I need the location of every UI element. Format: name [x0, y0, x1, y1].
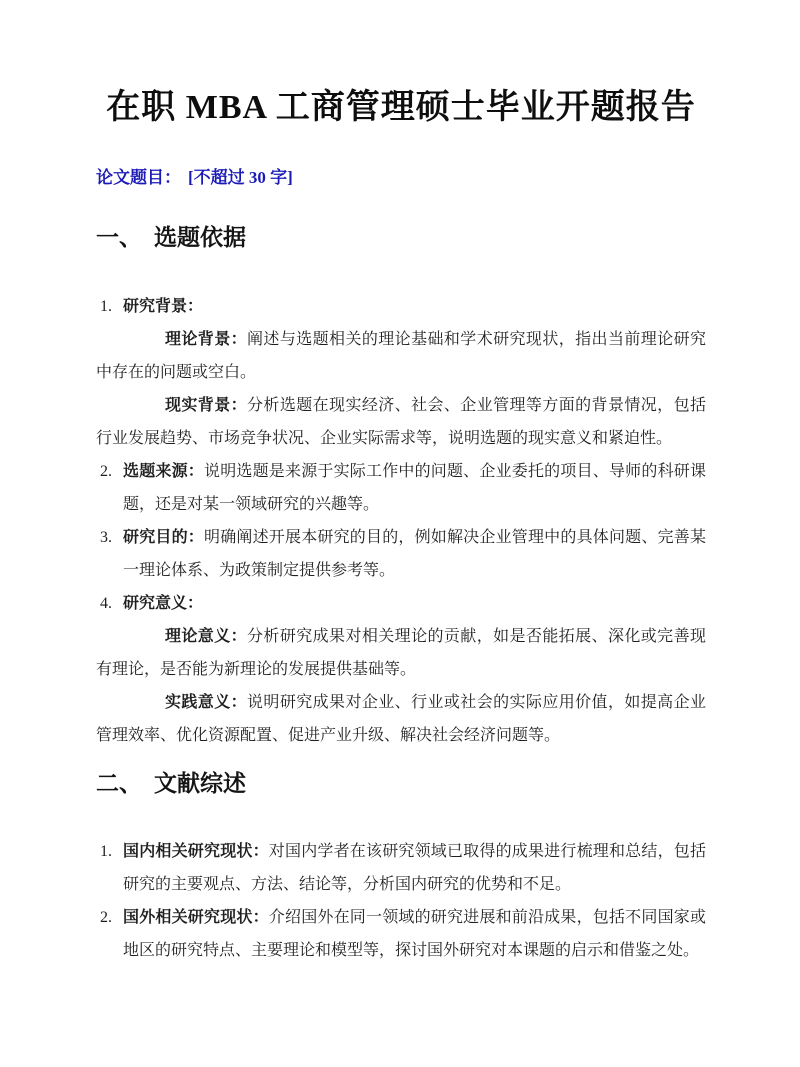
sub-paragraph-label: 理论意义：: [165, 628, 248, 645]
list-item: [96, 521, 706, 587]
section-title: 选题依据: [154, 225, 246, 250]
sub-paragraph-text: 说明研究成果对企业、行业或社会的实际应用价值，如提高企业管理效率、优化资源配置、促进产业升级、解决社会经济问题等。: [96, 694, 706, 744]
section-heading-2: [96, 768, 706, 799]
list-item-number: 3.: [100, 529, 112, 546]
list-item: [96, 835, 706, 901]
section-number: 二、: [96, 771, 142, 796]
sub-paragraph: [96, 323, 706, 389]
sub-paragraph: [96, 620, 706, 686]
sub-paragraph: [96, 686, 706, 752]
list-item-text: 对国内学者在该研究领域已取得的成果进行梳理和总结，包括研究的主要观点、方法、结论等，分析国内研究的优势和不足。: [123, 843, 706, 893]
thesis-title-label: 论文题目：: [96, 168, 181, 187]
list-item-label: 国外相关研究现状：: [123, 909, 269, 926]
list-item-number: 2.: [100, 463, 112, 480]
list-item-label: 选题来源：: [123, 463, 204, 480]
sub-paragraph-label: 实践意义：: [165, 694, 248, 711]
section-1-body: [96, 290, 706, 752]
thesis-title-line: [96, 165, 706, 191]
list-item-text: 介绍国外在同一领域的研究进展和前沿成果，包括不同国家或地区的研究特点、主要理论和模型等，探讨国外研究对本课题的启示和借鉴之处。: [123, 909, 706, 959]
thesis-title-placeholder: [不超过 30 字]: [188, 168, 293, 187]
document-title: 在职 MBA 工商管理硕士毕业开题报告: [106, 89, 696, 126]
list-item-label: 研究背景：: [123, 298, 204, 315]
list-item-text: 明确阐述开展本研究的目的，例如解决企业管理中的具体问题、完善某一理论体系、为政策制定提供参考等。: [123, 529, 706, 579]
sub-paragraph-text: 阐述与选题相关的理论基础和学术研究现状，指出当前理论研究中存在的问题或空白。: [96, 331, 706, 381]
sub-paragraph-text: 分析研究成果对相关理论的贡献，如是否能拓展、深化或完善现有理论，是否能为新理论的发展提供基础等。: [96, 628, 706, 678]
section-heading-1: [96, 222, 706, 253]
list-item-label: 研究意义：: [123, 595, 204, 612]
sub-paragraph: [96, 389, 706, 455]
list-item: [96, 455, 706, 521]
list-item: [96, 587, 706, 620]
list-item-label: 国内相关研究现状：: [123, 843, 269, 860]
list-item: [96, 290, 706, 323]
list-item-label: 研究目的：: [123, 529, 204, 546]
list-item-number: 1.: [100, 298, 112, 315]
list-item-number: 1.: [100, 843, 112, 860]
sub-paragraph-label: 理论背景：: [165, 331, 248, 348]
sub-paragraph-label: 现实背景：: [165, 397, 248, 414]
list-item-text: 说明选题是来源于实际工作中的问题、企业委托的项目、导师的科研课题，还是对某一领域研究的兴趣等。: [123, 463, 706, 513]
list-item-number: 4.: [100, 595, 112, 612]
list-item: [96, 901, 706, 967]
section-2-body: [96, 835, 706, 967]
section-number: 一、: [96, 225, 142, 250]
sub-paragraph-text: 分析选题在现实经济、社会、企业管理等方面的背景情况，包括行业发展趋势、市场竞争状况、企业实际需求等，说明选题的现实意义和紧迫性。: [96, 397, 706, 447]
list-item-number: 2.: [100, 909, 112, 926]
section-title: 文献综述: [154, 771, 246, 796]
